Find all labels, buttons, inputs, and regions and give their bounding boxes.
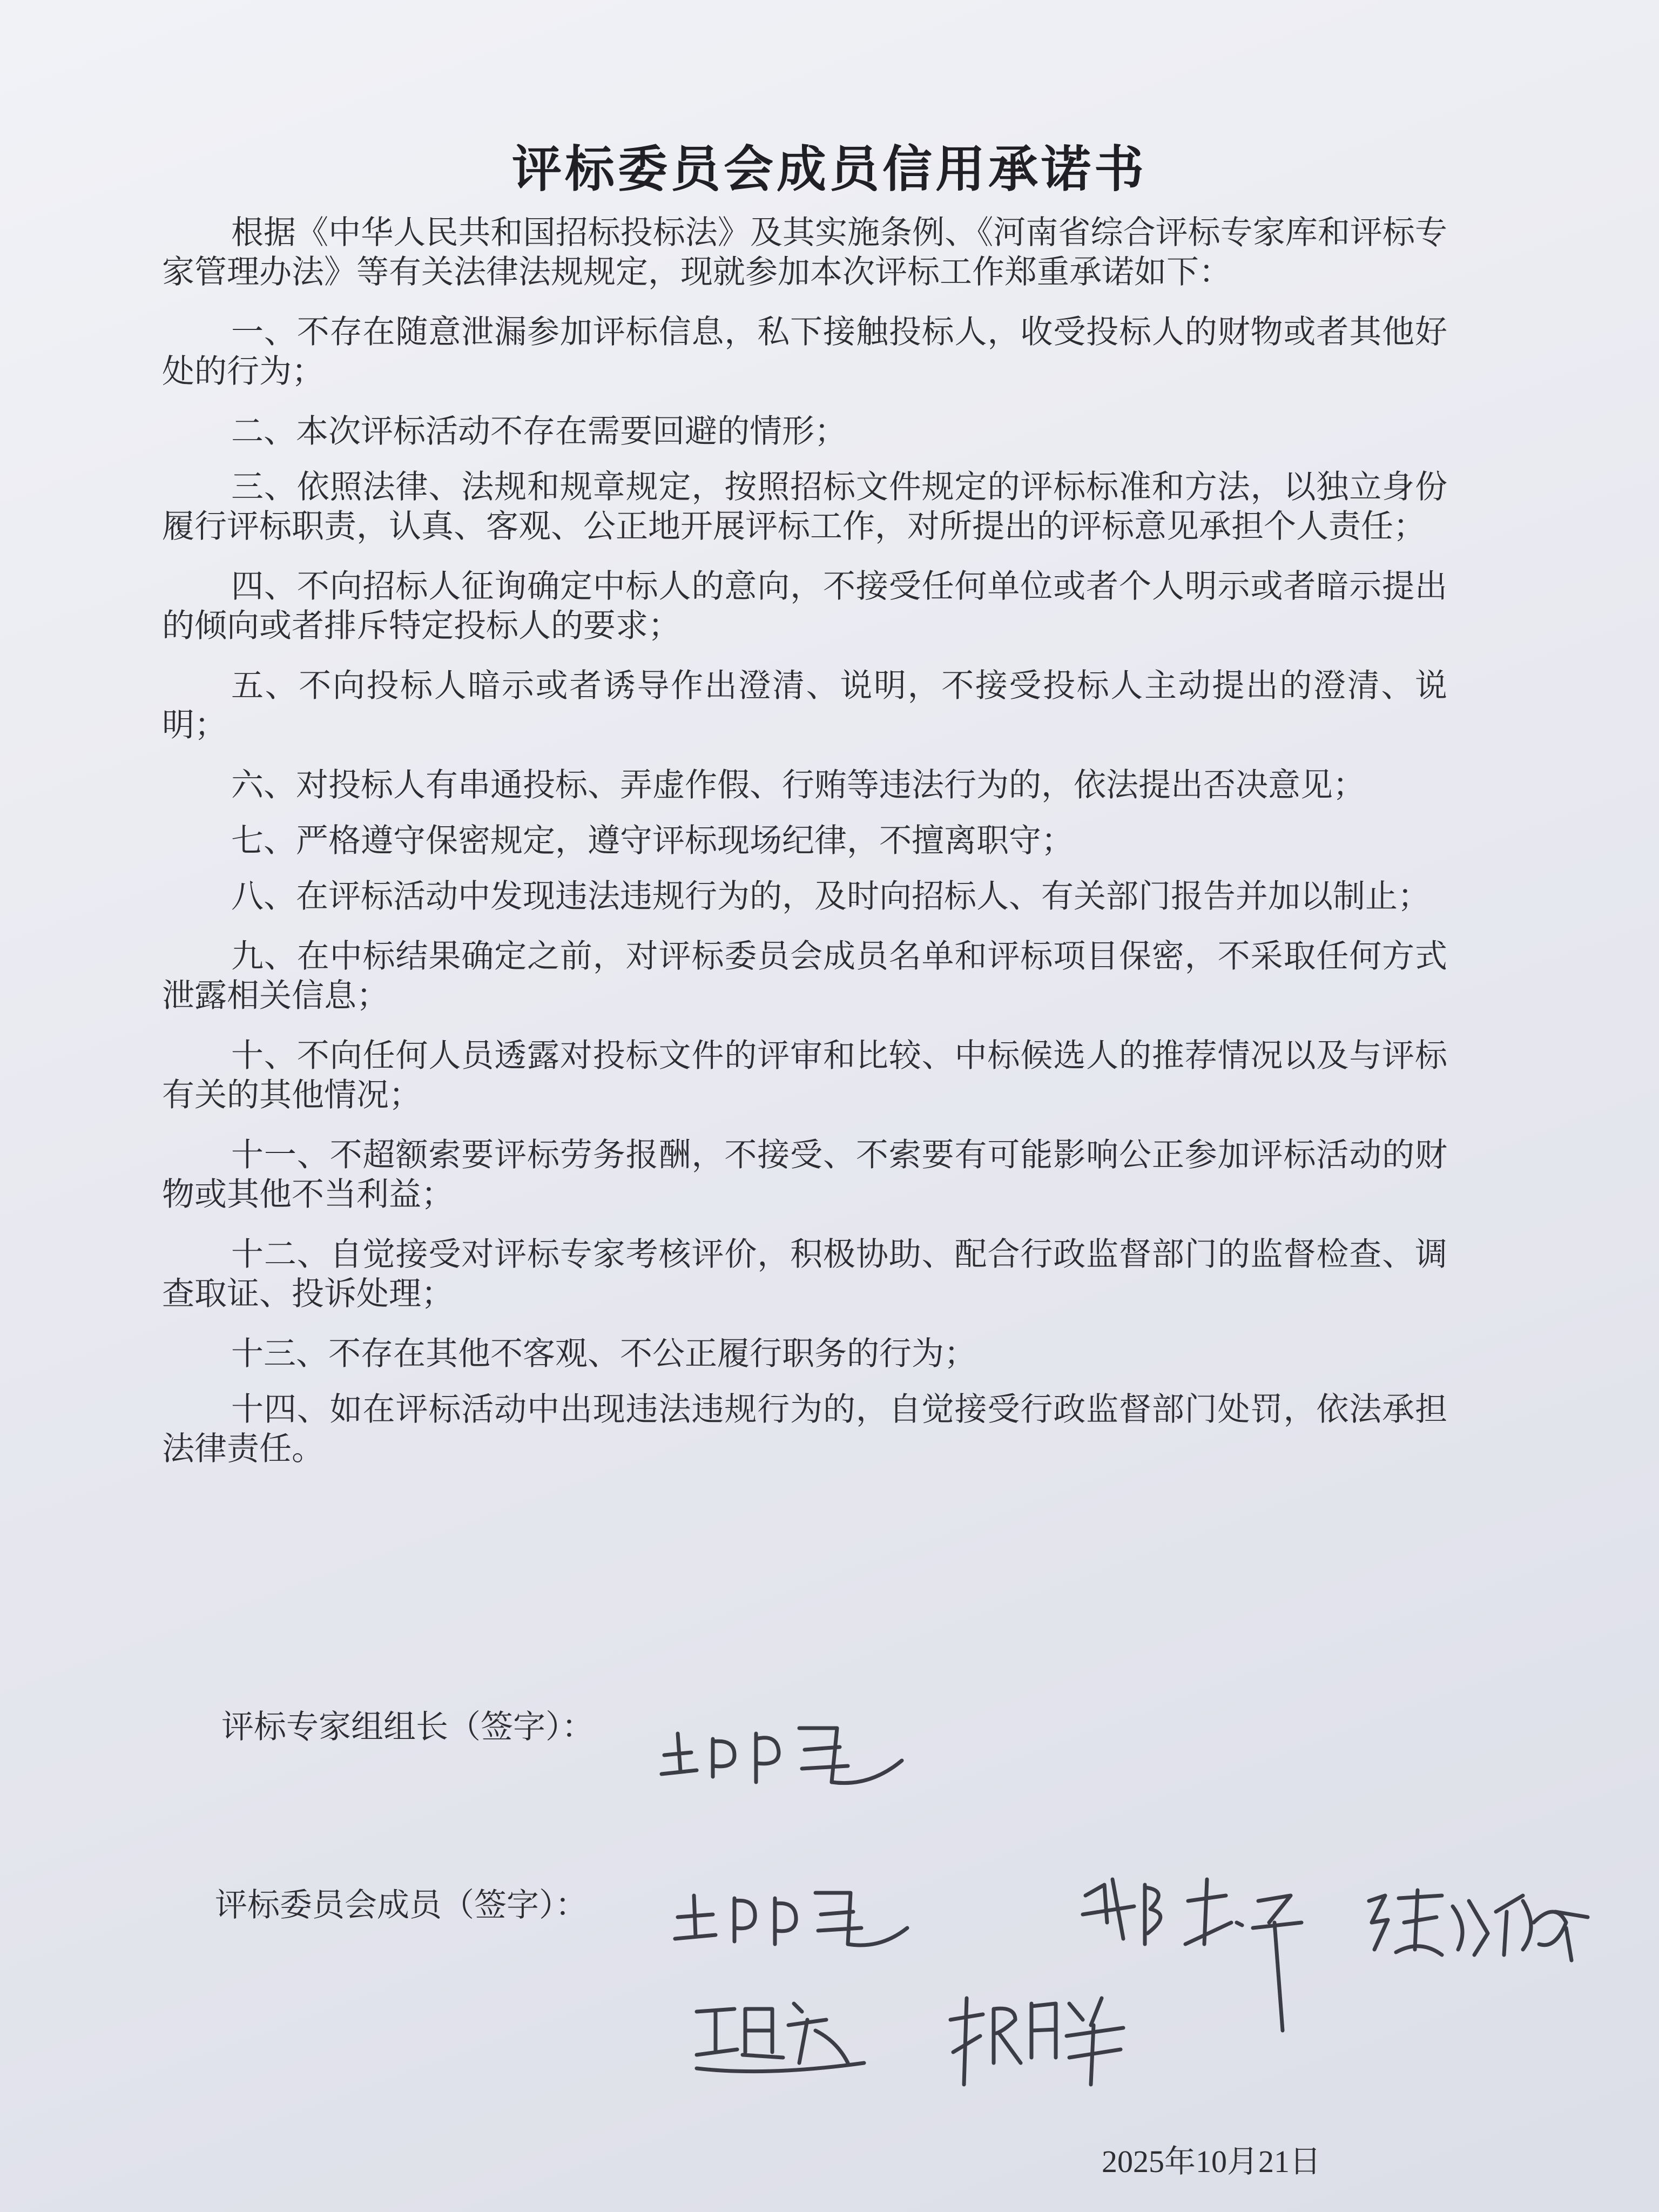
commitment-item-1: 一、不存在随意泄漏参加评标信息，私下接触投标人，收受投标人的财物或者其他好处的行为； (162, 313, 1447, 390)
commitment-item-5: 五、不向投标人暗示或者诱导作出澄清、说明，不接受投标人主动提出的澄清、说明； (162, 667, 1447, 744)
commitment-item-6: 六、对投标人有串通投标、弄虚作假、行贿等违法行为的，依法提出否决意见； (231, 766, 1365, 804)
leader-signature-label: 评标专家组组长（签字）： (221, 1708, 594, 1746)
commitment-item-7: 七、严格遵守保密规定，遵守评标现场纪律，不擅离职守； (231, 822, 1074, 860)
intro-paragraph: 根据《中华人民共和国招标投标法》及其实施条例、《河南省综合评标专家库和评标专家管理办法》等有关法律法规规定，现就参加本次评标工作郑重承诺如下： (162, 214, 1447, 291)
member-signature-1 (670, 1877, 929, 1958)
commitment-item-4: 四、不向招标人征询确定中标人的意向，不接受任何单位或者个人明示或者暗示提出的倾向或者排斥特定投标人的要求； (162, 568, 1447, 645)
leader-signature (653, 1701, 923, 1793)
document-body (162, 213, 1447, 1489)
document-title: 评标委员会成员信用承诺书 (511, 140, 1147, 198)
commitment-item-3: 三、依照法律、法规和规章规定，按照招标文件规定的评标标准和方法，以独立身份履行评标职责，认真、客观、公正地开展评标工作，对所提出的评标意见承担个人责任； (162, 468, 1447, 545)
commitment-item-12: 十二、自觉接受对评标专家考核评价，积极协助、配合行政监督部门的监督检查、调查取证、投诉处理； (162, 1236, 1447, 1313)
commitment-item-11: 十一、不超额索要评标劳务报酬，不接受、不索要有可能影响公正参加评标活动的财物或其他不当利益； (162, 1136, 1447, 1213)
member-signature-4 (686, 1987, 880, 2079)
member-signature-5 (940, 1982, 1134, 2090)
commitment-item-13: 十三、不存在其他不客观、不公正履行职务的行为； (231, 1335, 976, 1373)
document-date: 2025年10月21日 (1102, 2144, 1321, 2179)
commitment-item-9: 九、在中标结果确定之前，对评标委员会成员名单和评标项目保密，不采取任何方式泄露相关信息； (162, 938, 1447, 1015)
commitment-item-2: 二、本次评标活动不存在需要回避的情形； (231, 413, 847, 450)
commitment-item-14: 十四、如在评标活动中出现违法违规行为的，自觉接受行政监督部门处罚，依法承担法律责任。 (162, 1391, 1447, 1468)
commitment-item-10: 十、不向任何人员透露对投标文件的评审和比较、中标候选人的推荐情况以及与评标有关的其他情况； (162, 1037, 1447, 1114)
member-signature-3 (1361, 1879, 1599, 1977)
commitment-item-8: 八、在评标活动中发现违法违规行为的，及时向招标人、有关部门报告并加以制止； (231, 878, 1430, 915)
members-signature-label: 评标委员会成员（签字）： (215, 1886, 588, 1924)
